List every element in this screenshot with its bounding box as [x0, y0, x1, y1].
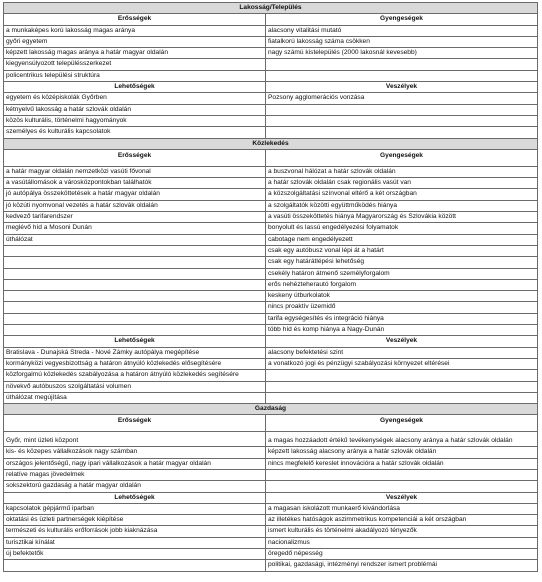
- table-cell-right: öregedő népesség: [266, 549, 538, 560]
- table-row: [4, 370, 538, 381]
- table-cell-right: [266, 115, 538, 126]
- swot-table: [3, 2, 538, 572]
- table-cell-left: növekvő autóbuszos szolgáltatási volumen: [4, 381, 266, 392]
- table-cell-left: [4, 279, 266, 290]
- table-cell-left: [4, 268, 266, 279]
- table-row: [4, 115, 538, 126]
- table-cell-right: ismert kulturális és történelmi akadályozó tényezők: [266, 526, 538, 537]
- table-row: [4, 302, 538, 313]
- table-row: [4, 245, 538, 256]
- table-cell-left: [4, 325, 266, 336]
- quadrant-header-right: Veszélyek: [266, 82, 538, 93]
- table-row: [4, 469, 538, 480]
- table-cell-left: kiegyensúlyozott településszerkezet: [4, 59, 266, 70]
- table-cell-right: a buszvonal hálózat a határ szlovák oldalán: [266, 166, 538, 177]
- table-cell-left: jó autópálya összeköttetések a határ magyar oldalán: [4, 189, 266, 200]
- table-cell-right: [266, 392, 538, 403]
- table-cell-right: csak egy autóbusz vonal lépi át a határt: [266, 245, 538, 256]
- table-cell-left: kormányközi vegyesbizottság a határon átnyúló közlekedés elősegítésére: [4, 358, 266, 369]
- table-cell-left: [4, 313, 266, 324]
- table-row: [4, 537, 538, 548]
- table-cell-right: képzett lakosság alacsony aránya a határ szlovák oldalán: [266, 447, 538, 458]
- table-row: [4, 268, 538, 279]
- section-title: Közlekedés: [4, 138, 538, 149]
- table-row: [4, 59, 538, 70]
- table-cell-right: [266, 127, 538, 138]
- table-cell-right: bonyolult és lassú engedélyezési folyamatok: [266, 223, 538, 234]
- table-cell-right: [266, 70, 538, 81]
- table-cell-right: [266, 104, 538, 115]
- table-row: [4, 560, 538, 571]
- section-title: Gazdaság: [4, 404, 538, 415]
- table-cell-left: Győr, mint üzleti központ: [4, 432, 266, 447]
- table-cell-right: a magasan iskolázott munkaerő kivándorlása: [266, 503, 538, 514]
- quadrant-header-left: Lehetőségek: [4, 82, 266, 93]
- table-cell-left: természeti és kulturális erőforrások jobb kiaknázása: [4, 526, 266, 537]
- table-row: [4, 358, 538, 369]
- table-cell-right: [266, 370, 538, 381]
- section-title-row: [4, 138, 538, 149]
- table-cell-right: erős nehézteherautó forgalom: [266, 279, 538, 290]
- quadrant-header-left: Lehetőségek: [4, 336, 266, 347]
- swot-table-body: [4, 3, 538, 572]
- table-row: [4, 503, 538, 514]
- table-row: [4, 526, 538, 537]
- table-cell-right: nincs megfelelő kereslet innovációra a határ szlovák oldalán: [266, 458, 538, 469]
- table-cell-right: politikai, gazdasági, intézményi rendszer ismert problémái: [266, 560, 538, 571]
- table-cell-right: az illetékes hatóságok aszimmetrikus kompetenciái a két országban: [266, 515, 538, 526]
- table-row: [4, 325, 538, 336]
- table-cell-left: úthálózat megújítása: [4, 392, 266, 403]
- table-row: [4, 549, 538, 560]
- table-row: [4, 70, 538, 81]
- table-row: [4, 313, 538, 324]
- table-cell-left: [4, 302, 266, 313]
- table-cell-left: meglévő híd a Mosoni Dunán: [4, 223, 266, 234]
- section-title-row: [4, 3, 538, 14]
- table-cell-right: alacsony befektetési szint: [266, 347, 538, 358]
- table-row: [4, 347, 538, 358]
- table-row: [4, 189, 538, 200]
- table-cell-left: képzett lakosság magas aránya a határ magyar oldalán: [4, 48, 266, 59]
- table-cell-left: kedvező tarifarendszer: [4, 212, 266, 223]
- table-cell-left: kis- és közepes vállalkozások nagy számban: [4, 447, 266, 458]
- table-cell-left: a határ magyar oldalán nemzetközi vasúti fővonal: [4, 166, 266, 177]
- quadrant-header-row: [4, 149, 538, 166]
- table-cell-left: sokszektorú gazdaság a határ magyar oldalán: [4, 481, 266, 492]
- table-cell-left: országos jelentőségű, nagy ipari vállalkozások a határ magyar oldalán: [4, 458, 266, 469]
- table-row: [4, 234, 538, 245]
- table-row: [4, 257, 538, 268]
- table-row: [4, 481, 538, 492]
- table-cell-right: a szolgáltatók közötti együttműködés hiánya: [266, 200, 538, 211]
- table-cell-right: [266, 481, 538, 492]
- table-cell-left: policentrikus települési struktúra: [4, 70, 266, 81]
- table-cell-right: a közszolgáltatási színvonal eltérő a két országban: [266, 189, 538, 200]
- table-row: [4, 178, 538, 189]
- table-row: [4, 127, 538, 138]
- table-cell-left: kétnyelvű lakosság a határ szlovák oldalán: [4, 104, 266, 115]
- table-row: [4, 432, 538, 447]
- table-cell-right: a magas hozzáadott értékű tevékenységek alacsony aránya a határ szlovák oldalán: [266, 432, 538, 447]
- quadrant-header-left: Erősségek: [4, 415, 266, 432]
- table-cell-right: keskeny útburkolatok: [266, 291, 538, 302]
- table-row: [4, 104, 538, 115]
- quadrant-header-right: Gyengeségek: [266, 149, 538, 166]
- table-row: [4, 447, 538, 458]
- table-cell-left: kapcsolatok gépjármű iparban: [4, 503, 266, 514]
- table-cell-right: több híd és komp hiánya a Nagy-Dunán: [266, 325, 538, 336]
- table-cell-right: nincs proaktív üzemidő: [266, 302, 538, 313]
- table-cell-left: jó közúti nyomvonal vezetés a határ szlovák oldalán: [4, 200, 266, 211]
- table-cell-right: tarifa egységesítés és integráció hiánya: [266, 313, 538, 324]
- table-row: [4, 166, 538, 177]
- table-row: [4, 381, 538, 392]
- table-cell-left: új befektetők: [4, 549, 266, 560]
- table-row: [4, 223, 538, 234]
- quadrant-header-row: [4, 492, 538, 503]
- table-cell-right: [266, 59, 538, 70]
- table-cell-left: [4, 560, 266, 571]
- table-cell-left: személyes és kulturális kapcsolatok: [4, 127, 266, 138]
- table-cell-left: közös kulturális, történelmi hagyományok: [4, 115, 266, 126]
- table-row: [4, 458, 538, 469]
- section-title: Lakosság/Település: [4, 3, 538, 14]
- table-cell-left: a vasútállomások a városközpontokban találhatók: [4, 178, 266, 189]
- table-cell-left: [4, 291, 266, 302]
- table-row: [4, 36, 538, 47]
- table-cell-right: nagy számú kistelepülés (2000 lakosnál kevesebb): [266, 48, 538, 59]
- quadrant-header-left: Erősségek: [4, 14, 266, 25]
- table-cell-right: nacionalizmus: [266, 537, 538, 548]
- quadrant-header-right: Veszélyek: [266, 492, 538, 503]
- table-row: [4, 392, 538, 403]
- table-row: [4, 212, 538, 223]
- table-row: [4, 291, 538, 302]
- table-cell-right: a vasúti összeköttetés hiánya Magyarország és Szlovákia között: [266, 212, 538, 223]
- table-cell-left: úthálózat: [4, 234, 266, 245]
- table-cell-right: Pozsony agglomerációs vonzása: [266, 93, 538, 104]
- quadrant-header-left: Erősségek: [4, 149, 266, 166]
- quadrant-header-row: [4, 14, 538, 25]
- table-cell-left: oktatási és üzleti partnerségek kiépítése: [4, 515, 266, 526]
- table-cell-right: csekély határon átmenő személyforgalom: [266, 268, 538, 279]
- table-cell-left: [4, 245, 266, 256]
- section-title-row: [4, 404, 538, 415]
- table-cell-right: alacsony vitalitási mutató: [266, 25, 538, 36]
- table-cell-right: cabotage nem engedélyezett: [266, 234, 538, 245]
- table-cell-right: [266, 469, 538, 480]
- table-cell-right: csak egy határátlépési lehetőség: [266, 257, 538, 268]
- table-cell-right: [266, 381, 538, 392]
- table-row: [4, 48, 538, 59]
- table-cell-left: a munkaképes korú lakosság magas aránya: [4, 25, 266, 36]
- table-cell-left: győri egyetem: [4, 36, 266, 47]
- quadrant-header-right: Veszélyek: [266, 336, 538, 347]
- table-cell-right: a határ szlovák oldalán csak regionális vasút van: [266, 178, 538, 189]
- quadrant-header-row: [4, 82, 538, 93]
- table-cell-left: turisztikai kínálat: [4, 537, 266, 548]
- table-cell-left: közforgalmú közlekedés szabályozása a határon átnyúló közlekedés segítésére: [4, 370, 266, 381]
- table-cell-left: relatíve magas jövedelmek: [4, 469, 266, 480]
- table-cell-left: Bratislava - Dunajská Streda - Nové Zámky autópálya megépítése: [4, 347, 266, 358]
- quadrant-header-row: [4, 415, 538, 432]
- table-cell-right: fiatalkorú lakosság száma csökken: [266, 36, 538, 47]
- table-row: [4, 279, 538, 290]
- quadrant-header-right: Gyengeségek: [266, 415, 538, 432]
- table-cell-left: egyetem és középiskolák Győrben: [4, 93, 266, 104]
- quadrant-header-left: Lehetőségek: [4, 492, 266, 503]
- table-row: [4, 25, 538, 36]
- table-cell-left: [4, 257, 266, 268]
- table-cell-right: a vonatkozó jogi és pénzügyi szabályozási környezet eltérései: [266, 358, 538, 369]
- table-row: [4, 93, 538, 104]
- table-row: [4, 200, 538, 211]
- table-row: [4, 515, 538, 526]
- quadrant-header-row: [4, 336, 538, 347]
- quadrant-header-right: Gyengeségek: [266, 14, 538, 25]
